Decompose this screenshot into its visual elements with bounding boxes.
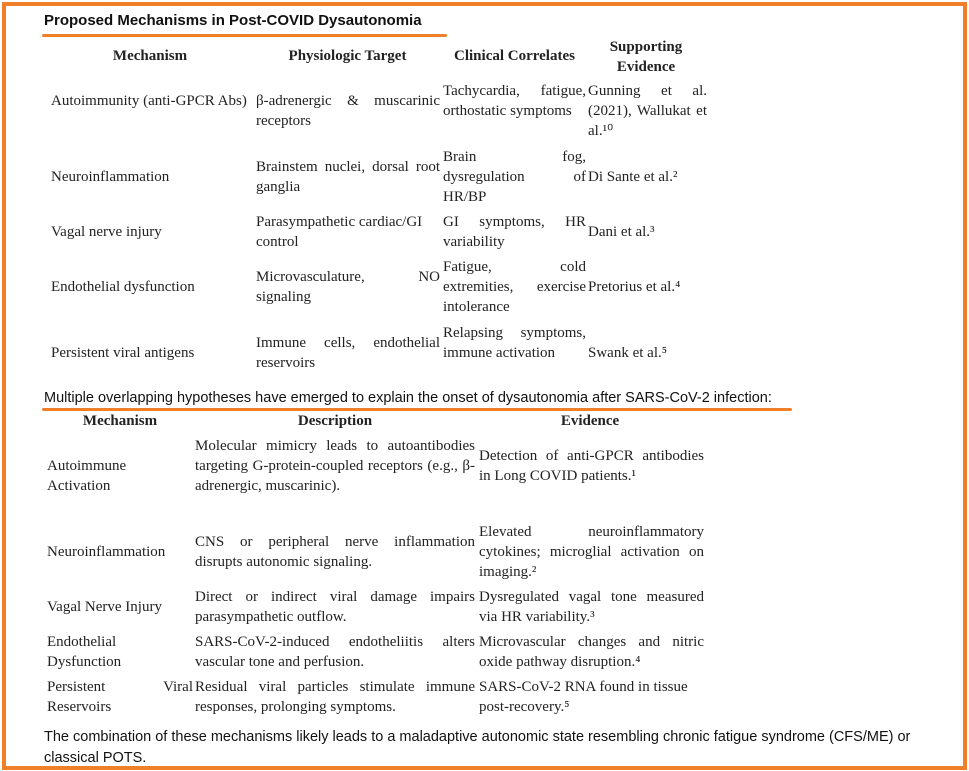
table1-row2-target: Brainstem nuclei, dorsal root ganglia xyxy=(256,159,440,195)
table1-row1-evidence: Gunning et al. (2021), Wallukat et al.¹⁰ xyxy=(588,83,707,139)
title-1-underline xyxy=(42,34,447,37)
table2-header-evidence: Evidence xyxy=(560,413,620,429)
section-title-1: Proposed Mechanisms in Post-COVID Dysautonomia xyxy=(44,12,422,29)
table1-row1-target: β-adrenergic & muscarinic receptors xyxy=(256,93,440,129)
table2-row5-description: Residual viral particles stimulate immune responses, prolonging symptoms. xyxy=(195,679,475,715)
table2-row1-mechanism: Autoimmune Activation xyxy=(47,458,127,494)
table1-row5-correlates: Relapsing symptoms, immune activation xyxy=(443,325,586,361)
table2-row4-evidence: Microvascular changes and nitric oxide pathway disruption.⁴ xyxy=(479,634,704,670)
table2-header-mechanism: Mechanism xyxy=(82,413,158,429)
table1-row4-correlates: Fatigue, cold extremities, exercise intolerance xyxy=(443,259,586,315)
table2-row2-evidence: Elevated neuroinflammatory cytokines; microglial activation on imaging.² xyxy=(479,524,704,580)
table2-row1-description: Molecular mimicry leads to autoantibodies targeting G-protein-coupled receptors (e.g., β-adrenergic, muscarinic). xyxy=(195,438,475,494)
table1-header-mechanism: Mechanism xyxy=(112,48,188,64)
table2-header-description: Description xyxy=(297,413,373,429)
table1-row3-target: Parasympathetic cardiac/GI control xyxy=(256,214,423,250)
table1-row5-target: Immune cells, endothelial reservoirs xyxy=(256,335,440,371)
section-title-2: Multiple overlapping hypotheses have emerged to explain the onset of dysautonomia after SARS-CoV-2 infection: xyxy=(44,390,772,406)
table1-header-correlates: Clinical Correlates xyxy=(454,48,575,64)
table1-row2-mechanism: Neuroinflammation xyxy=(51,169,170,185)
table1-row5-evidence: Swank et al.⁵ xyxy=(588,345,667,361)
table1-row4-target: Microvasculature, NO signaling xyxy=(256,269,440,305)
closing-paragraph: The combination of these mechanisms likely leads to a maladaptive autonomic state resembling chronic fatigue syndrome (CFS/ME) or classical POTS. xyxy=(44,729,911,766)
table2-row4-description: SARS-CoV-2-induced endotheliitis alters vascular tone and perfusion. xyxy=(195,634,475,670)
table2-row2-description: CNS or peripheral nerve inflammation disrupts autonomic signaling. xyxy=(195,534,475,570)
table1-header-target: Physiologic Target xyxy=(288,48,407,64)
table2-row4-mechanism: Endothelial Dysfunction xyxy=(47,634,122,670)
table1-row5-mechanism: Persistent viral antigens xyxy=(51,345,195,361)
table1-row3-evidence: Dani et al.³ xyxy=(588,224,655,240)
table2-row3-description: Direct or indirect viral damage impairs parasympathetic outflow. xyxy=(195,589,475,625)
table1-row4-evidence: Pretorius et al.⁴ xyxy=(588,279,681,295)
table1-row4-mechanism: Endothelial dysfunction xyxy=(51,279,195,295)
table1-header-evidence: Supporting Evidence xyxy=(609,39,683,75)
table1-row2-evidence: Di Sante et al.² xyxy=(588,169,678,185)
table2-row5-evidence: SARS-CoV-2 RNA found in tissue post-recovery.⁵ xyxy=(479,679,688,715)
table2-row3-evidence: Dysregulated vagal tone measured via HR variability.³ xyxy=(479,589,704,625)
table2-row1-evidence: Detection of anti-GPCR antibodies in Long COVID patients.¹ xyxy=(479,448,704,484)
table1-row1-mechanism: Autoimmunity (anti-GPCR Abs) xyxy=(51,93,247,109)
table2-row3-mechanism: Vagal Nerve Injury xyxy=(47,599,162,615)
table1-row3-correlates: GI symptoms, HR variability xyxy=(443,214,586,250)
table1-row1-correlates: Tachycardia, fatigue, orthostatic symptoms xyxy=(443,83,586,119)
table2-row2-mechanism: Neuroinflammation xyxy=(47,544,166,560)
table1-row2-correlates: Brain fog, dysregulation of HR/BP xyxy=(443,149,586,205)
table1-row3-mechanism: Vagal nerve injury xyxy=(51,224,162,240)
table2-row5-mechanism: Persistent Viral Reservoirs xyxy=(47,679,193,715)
